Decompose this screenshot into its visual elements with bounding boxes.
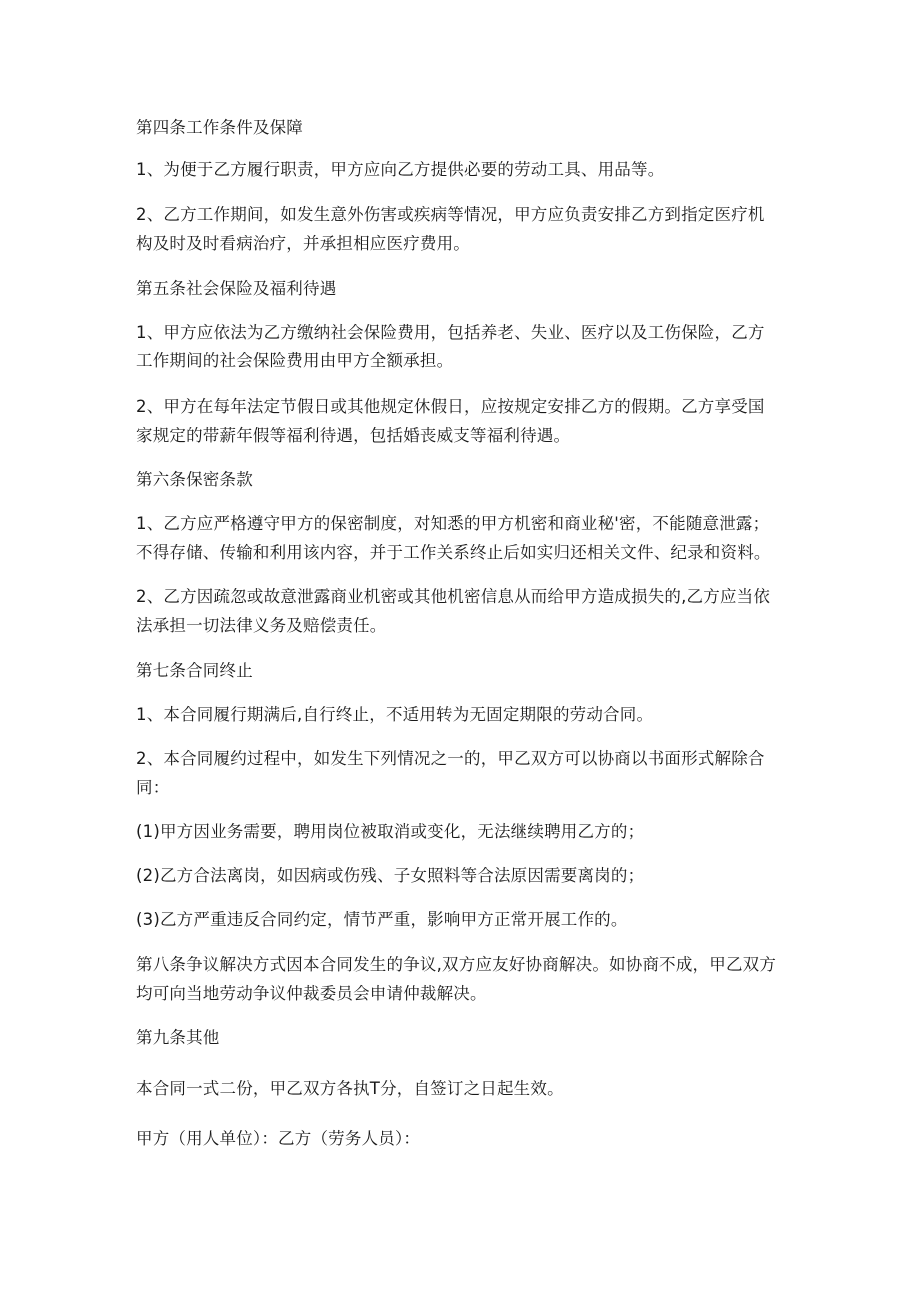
- section-8-line1: 第八条争议解决方式因本合同发生的争议,双方应友好协商解决。如协商不成，甲乙双方: [136, 955, 777, 974]
- section-8-line2: 均可向当地劳动争议仲裁委员会申请仲裁解决。: [136, 984, 487, 1003]
- section-heading-6: 第六条保密条款: [136, 470, 253, 489]
- clause-4-2-line1: 2、乙方工作期间，如发生意外伤害或疾病等情况，甲方应负责安排乙方到指定医疗机: [136, 205, 765, 224]
- clause-6-1-line2: 不得存储、传输和利用该内容，并于工作关系终止后如实归还相关文件、纪录和资料。: [136, 543, 771, 562]
- section-heading-5: 第五条社会保险及福利待遇: [136, 279, 337, 298]
- section-heading-9: 第九条其他: [136, 1028, 220, 1047]
- clause-7-1: 1、本合同履行期满后,自行终止，不适用转为无固定期限的劳动合同。: [136, 705, 654, 724]
- clause-7-2-item1: (1)甲方因业务需要，聘用岗位被取消或变化，无法继续聘用乙方的；: [136, 822, 645, 841]
- clause-5-2-line1: 2、甲方在每年法定节假日或其他规定休假日，应按规定安排乙方的假期。乙方享受国: [136, 397, 765, 416]
- section-heading-4: 第四条工作条件及保障: [136, 118, 303, 137]
- clause-4-2-line2: 构及时及时看病治疗，并承担相应医疗费用。: [136, 234, 470, 253]
- clause-7-2-line1: 2、本合同履约过程中，如发生下列情况之一的，甲乙双方可以协商以书面形式解除合: [136, 749, 765, 768]
- clause-7-2-item3: (3)乙方严重违反合同约定，情节严重，影响甲方正常开展工作的。: [136, 910, 628, 929]
- clause-4-1: 1、为便于乙方履行职责，甲方应向乙方提供必要的劳动工具、用品等。: [136, 160, 665, 179]
- clause-6-2-line1: 2、乙方因疏忽或故意泄露商业机密或其他机密信息从而给甲方造成损失的,乙方应当依: [136, 587, 771, 606]
- clause-9-1: 本合同一式二份，甲乙双方各执T分，自签订之日起生效。: [136, 1079, 564, 1098]
- signature-line: 甲方（用人单位）：乙方（劳务人员）：: [136, 1129, 421, 1148]
- clause-7-2-line2: 同：: [136, 778, 170, 797]
- clause-6-2-line2: 法承担一切法律义务及赔偿责任。: [136, 616, 387, 635]
- clause-5-1-line1: 1、甲方应依法为乙方缴纳社会保险费用，包括养老、失业、医疗以及工伤保险，乙方: [136, 323, 765, 342]
- clause-6-1-line1: 1、乙方应严格遵守甲方的保密制度，对知悉的甲方机密和商业秘'密，不能随意泄露；: [136, 514, 770, 533]
- section-heading-7: 第七条合同终止: [136, 661, 253, 680]
- clause-5-2-line2: 家规定的带薪年假等福利待遇，包括婚丧威支等福利待遇。: [136, 426, 571, 445]
- clause-5-1-line2: 工作期间的社会保险费用由甲方全额承担。: [136, 351, 454, 370]
- clause-7-2-item2: (2)乙方合法离岗，如因病或伤残、子女照料等合法原因需要离岗的；: [136, 866, 645, 885]
